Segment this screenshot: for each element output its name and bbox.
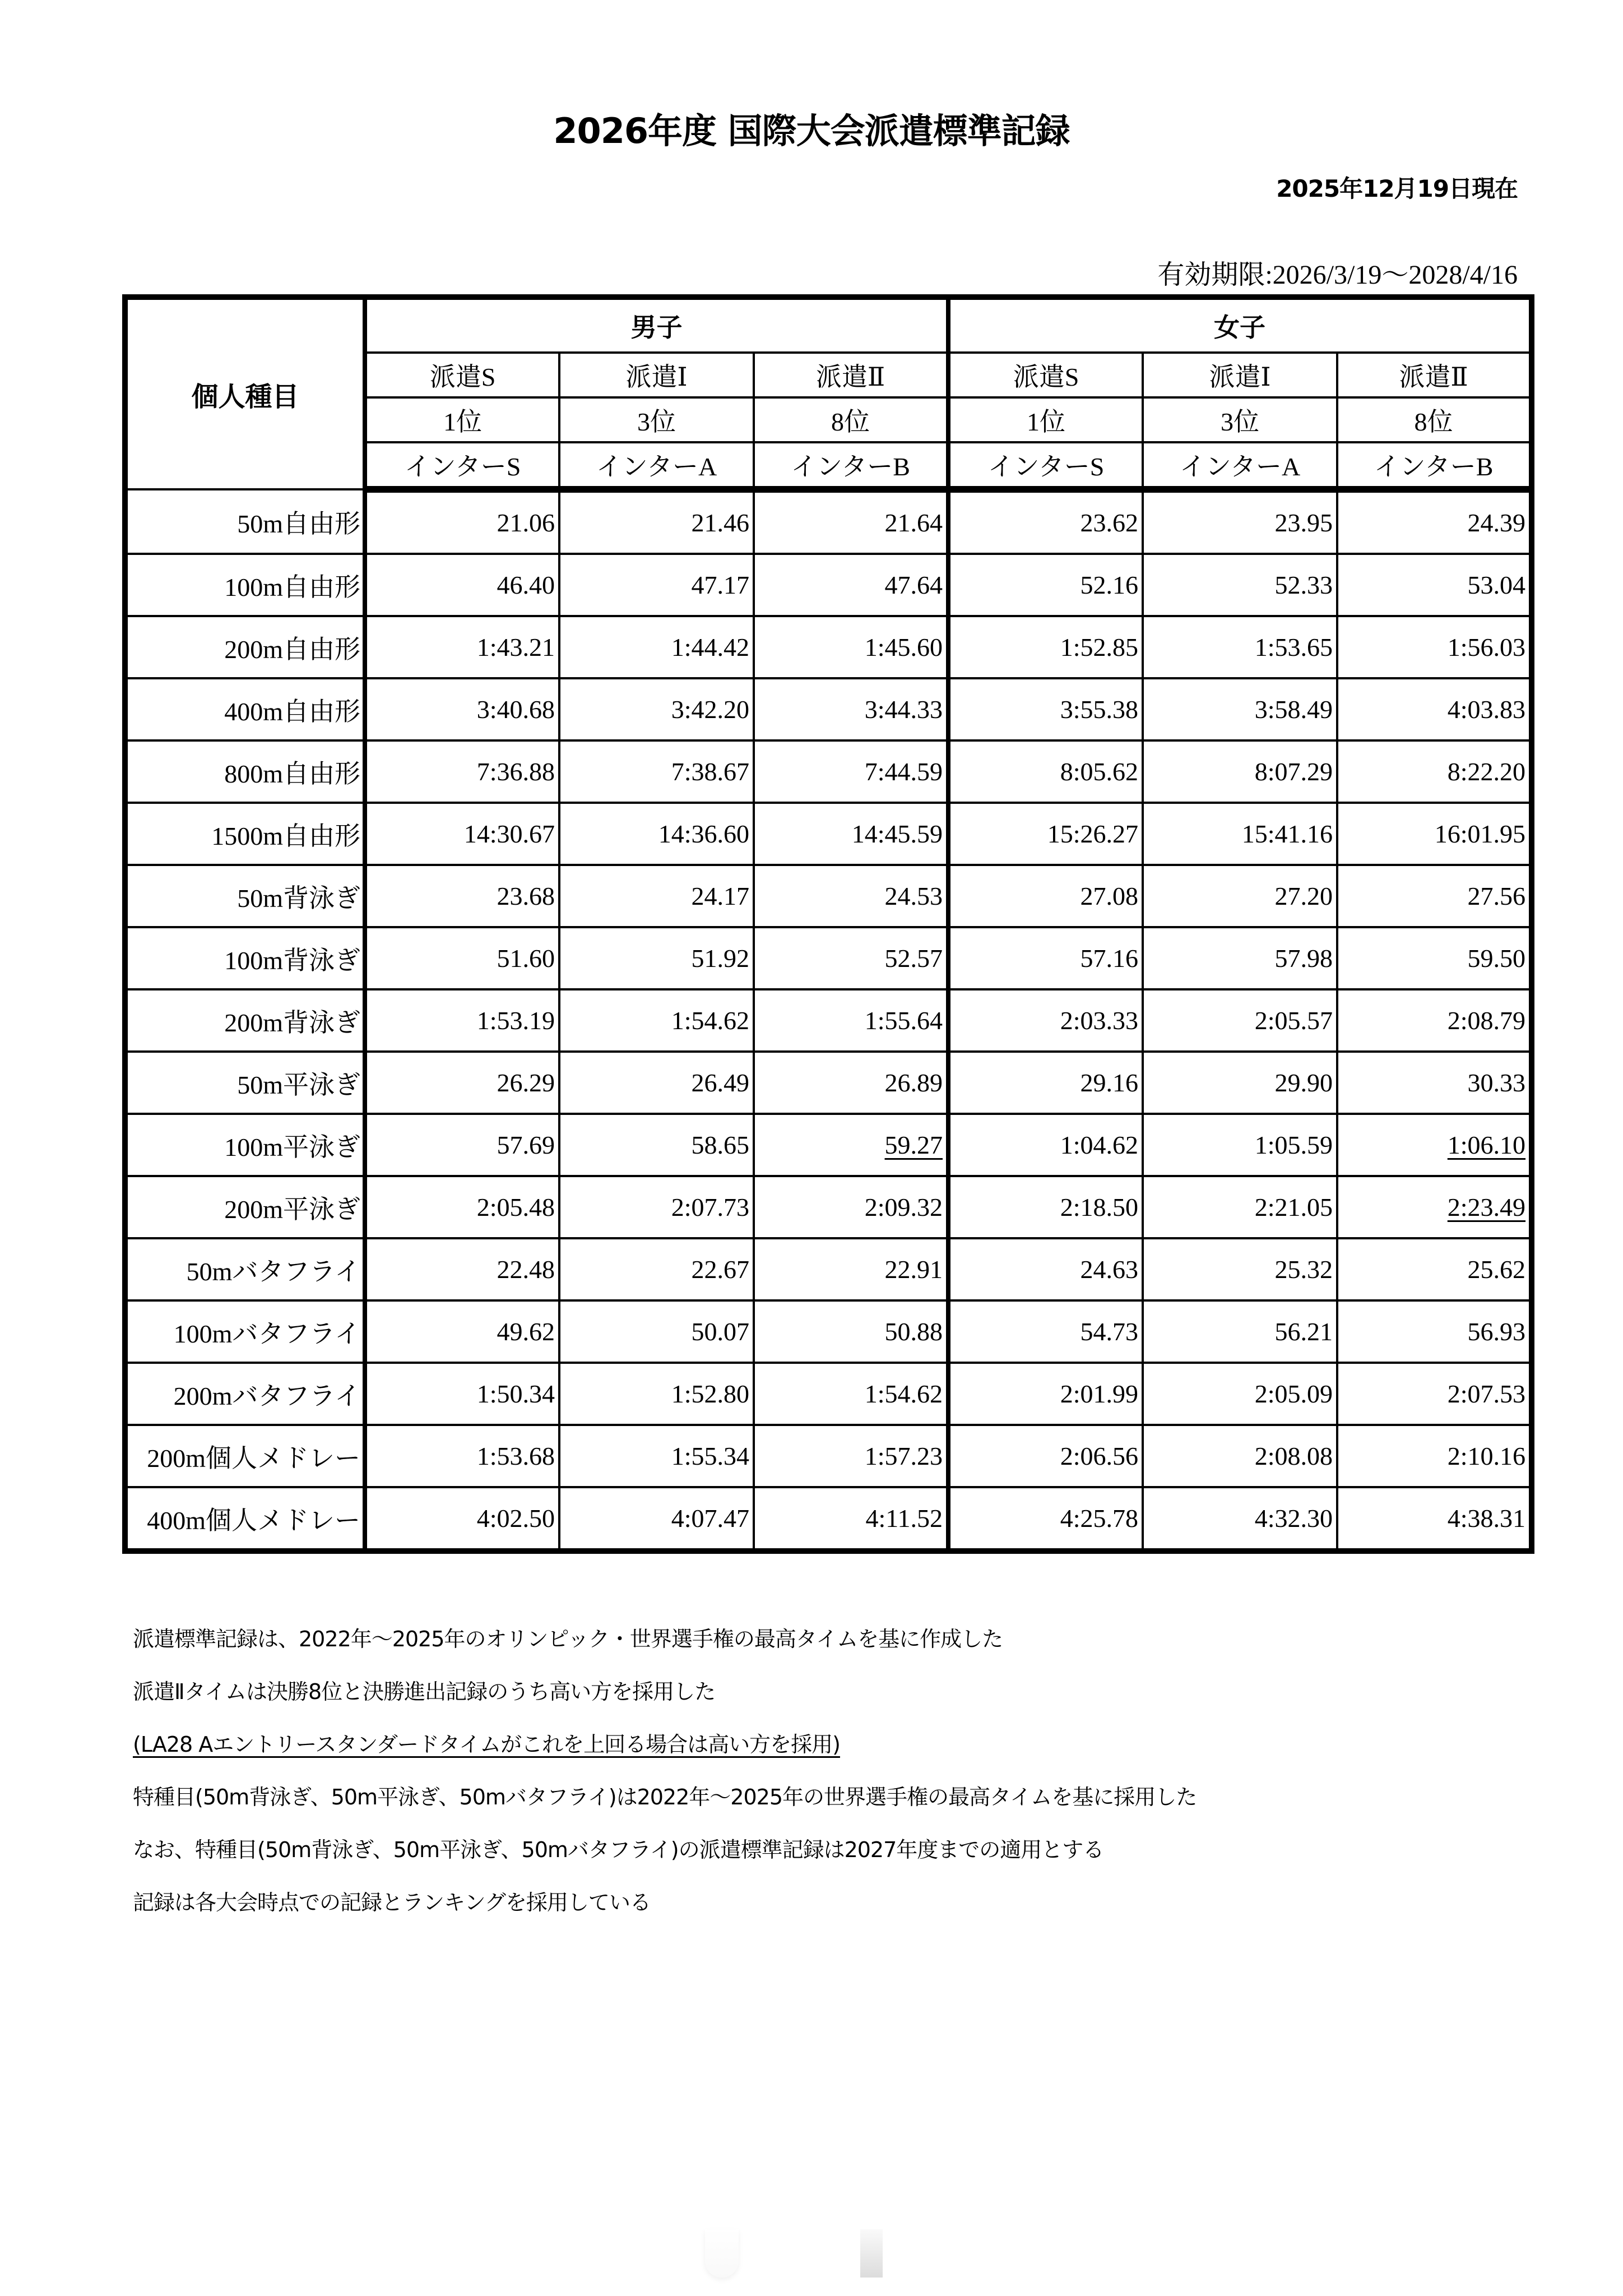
women-time-cell [948, 989, 1143, 1052]
women-time-cell [1337, 1238, 1532, 1300]
time-value: 1:53.68 [476, 1442, 555, 1470]
men-time-cell [754, 865, 948, 927]
men-time-cell [754, 1238, 948, 1300]
women-time-cell [1143, 803, 1337, 865]
time-value: 1:50.34 [476, 1380, 555, 1408]
women-time-cell [1337, 740, 1532, 803]
event-name: 200mバタフライ [125, 1363, 365, 1425]
women-time-cell [1337, 1425, 1532, 1487]
time-value: 59.50 [1467, 944, 1526, 973]
time-value: 50.88 [884, 1317, 943, 1346]
time-value: 26.29 [497, 1068, 555, 1097]
time-value: 51.60 [497, 944, 555, 973]
as-of-date: 2025年12月19日現在 [1276, 175, 1518, 202]
women-time-cell [1143, 1176, 1337, 1238]
time-value: 3:58.49 [1254, 695, 1333, 724]
watermark-bar [860, 2229, 883, 2278]
men-time-cell [559, 1487, 754, 1551]
table-row [125, 1176, 1532, 1238]
women-time-cell [1143, 927, 1337, 989]
time-value: 21.64 [884, 508, 943, 537]
women-time-cell [948, 678, 1143, 740]
tier-header: 派遣Ⅱ [1337, 353, 1532, 397]
time-value: 14:45.59 [851, 820, 943, 848]
time-value: 56.21 [1274, 1317, 1333, 1346]
time-value: 2:21.05 [1254, 1193, 1333, 1221]
time-value: 4:32.30 [1254, 1504, 1333, 1533]
time-value: 59.27 [884, 1131, 943, 1159]
time-value: 2:06.56 [1060, 1442, 1139, 1470]
validity-period: 有効期限:2026/3/19〜2028/4/16 [1157, 260, 1518, 290]
men-time-cell [365, 1300, 559, 1363]
men-time-cell [365, 616, 559, 678]
men-time-cell [559, 1300, 754, 1363]
men-time-cell [754, 489, 948, 554]
event-name: 50mバタフライ [125, 1238, 365, 1300]
footnotes [133, 1628, 1197, 1944]
time-value: 7:38.67 [671, 757, 749, 786]
rank-header: 3位 [1143, 397, 1337, 442]
men-time-cell [365, 1425, 559, 1487]
footnote-line [133, 1891, 1197, 1944]
time-value: 1:53.65 [1254, 633, 1333, 661]
women-time-cell [948, 1238, 1143, 1300]
time-value: 1:44.42 [671, 633, 749, 661]
event-name: 200m背泳ぎ [125, 989, 365, 1052]
time-value: 2:23.49 [1447, 1193, 1526, 1221]
inter-header: インターA [559, 442, 754, 489]
men-time-cell [754, 554, 948, 616]
event-name: 100mバタフライ [125, 1300, 365, 1363]
men-time-cell [559, 1363, 754, 1425]
men-time-cell [559, 616, 754, 678]
inter-header: インターB [1337, 442, 1532, 489]
time-value: 1:56.03 [1447, 633, 1526, 661]
women-time-cell [1143, 1487, 1337, 1551]
time-value: 1:52.85 [1060, 633, 1139, 661]
tier-header: 派遣Ⅰ [559, 353, 754, 397]
time-value: 1:55.34 [671, 1442, 749, 1470]
men-time-cell [365, 865, 559, 927]
time-value: 3:55.38 [1060, 695, 1139, 724]
time-value: 58.65 [691, 1131, 749, 1159]
event-column-header: 個人種目 [125, 297, 365, 489]
event-name: 200m自由形 [125, 616, 365, 678]
event-name: 200m平泳ぎ [125, 1176, 365, 1238]
time-value: 1:55.64 [864, 1006, 943, 1035]
time-value: 21.46 [691, 508, 749, 537]
footnote-line [133, 1839, 1197, 1891]
women-time-cell [948, 1114, 1143, 1176]
men-time-cell [559, 989, 754, 1052]
watermark-shape [705, 2229, 739, 2278]
event-name: 100m自由形 [125, 554, 365, 616]
time-value: 1:43.21 [476, 633, 555, 661]
men-time-cell [365, 1176, 559, 1238]
time-value: 57.98 [1274, 944, 1333, 973]
time-value: 53.04 [1467, 571, 1526, 599]
time-value: 1:54.62 [864, 1380, 943, 1408]
time-value: 2:05.48 [476, 1193, 555, 1221]
men-time-cell [754, 1487, 948, 1551]
event-name: 400m個人メドレー [125, 1487, 365, 1551]
time-value: 47.17 [691, 571, 749, 599]
event-name: 100m平泳ぎ [125, 1114, 365, 1176]
event-name: 400m自由形 [125, 678, 365, 740]
table-row [125, 1363, 1532, 1425]
men-time-cell [365, 1238, 559, 1300]
men-time-cell [365, 803, 559, 865]
time-value: 25.32 [1274, 1255, 1333, 1284]
women-time-cell [1337, 865, 1532, 927]
women-time-cell [1337, 927, 1532, 989]
time-value: 27.56 [1467, 882, 1526, 910]
men-time-cell [754, 989, 948, 1052]
table-row [125, 489, 1532, 554]
men-time-cell [365, 740, 559, 803]
men-time-cell [559, 554, 754, 616]
tier-header: 派遣Ⅱ [754, 353, 948, 397]
women-time-cell [1143, 1363, 1337, 1425]
men-time-cell [754, 1425, 948, 1487]
time-value: 1:53.19 [476, 1006, 555, 1035]
time-value: 25.62 [1467, 1255, 1526, 1284]
time-value: 22.48 [497, 1255, 555, 1284]
time-value: 4:03.83 [1447, 695, 1526, 724]
time-value: 1:45.60 [864, 633, 943, 661]
men-time-cell [365, 678, 559, 740]
table-row [125, 1425, 1532, 1487]
women-time-cell [948, 554, 1143, 616]
women-time-cell [1143, 554, 1337, 616]
group-header-men: 男子 [365, 297, 948, 353]
rank-header: 8位 [1337, 397, 1532, 442]
women-time-cell [948, 803, 1143, 865]
table-row [125, 678, 1532, 740]
women-time-cell [948, 1176, 1143, 1238]
tier-header: 派遣S [365, 353, 559, 397]
women-time-cell [1337, 678, 1532, 740]
men-time-cell [754, 927, 948, 989]
men-time-cell [365, 1114, 559, 1176]
men-time-cell [559, 489, 754, 554]
men-time-cell [754, 616, 948, 678]
time-value: 8:05.62 [1060, 757, 1139, 786]
table-row [125, 989, 1532, 1052]
table-row [125, 865, 1532, 927]
women-time-cell [948, 1363, 1143, 1425]
footnote-text: 記録は各大会時点での記録とランキングを採用している [133, 1890, 651, 1915]
men-time-cell [754, 1300, 948, 1363]
men-time-cell [365, 1363, 559, 1425]
time-value: 1:52.80 [671, 1380, 749, 1408]
women-time-cell [1143, 1425, 1337, 1487]
women-time-cell [948, 616, 1143, 678]
time-value: 1:06.10 [1447, 1131, 1526, 1159]
men-time-cell [365, 1052, 559, 1114]
time-value: 57.69 [497, 1131, 555, 1159]
table-row [125, 1238, 1532, 1300]
inter-header: インターA [1143, 442, 1337, 489]
men-time-cell [559, 1114, 754, 1176]
time-value: 29.90 [1274, 1068, 1333, 1097]
table-row [125, 1300, 1532, 1363]
time-value: 3:40.68 [476, 695, 555, 724]
event-name: 200m個人メドレー [125, 1425, 365, 1487]
women-time-cell [948, 1487, 1143, 1551]
men-time-cell [754, 1176, 948, 1238]
table-row [125, 554, 1532, 616]
time-value: 21.06 [497, 508, 555, 537]
time-value: 29.16 [1080, 1068, 1139, 1097]
time-value: 52.33 [1274, 571, 1333, 599]
time-value: 1:05.59 [1254, 1131, 1333, 1159]
event-name: 1500m自由形 [125, 803, 365, 865]
footnote-text: 派遣Ⅱタイムは決勝8位と決勝進出記録のうち高い方を採用した [133, 1679, 716, 1704]
time-value: 23.68 [497, 882, 555, 910]
footnote-text: なお、特種目(50m背泳ぎ、50m平泳ぎ、50mバタフライ)の派遣標準記録は2027年度までの適用とする [133, 1837, 1104, 1862]
men-time-cell [559, 1238, 754, 1300]
time-value: 24.39 [1467, 508, 1526, 537]
women-time-cell [1337, 554, 1532, 616]
tier-header: 派遣Ⅰ [1143, 353, 1337, 397]
women-time-cell [1337, 1363, 1532, 1425]
men-time-cell [754, 1114, 948, 1176]
time-value: 2:08.79 [1447, 1006, 1526, 1035]
women-time-cell [1337, 1052, 1532, 1114]
group-header-women: 女子 [948, 297, 1532, 353]
women-time-cell [948, 1300, 1143, 1363]
time-value: 2:18.50 [1060, 1193, 1139, 1221]
men-time-cell [365, 1487, 559, 1551]
footnote-text: 特種目(50m背泳ぎ、50m平泳ぎ、50mバタフライ)は2022年〜2025年の世界選手権の最高タイムを基に採用した [133, 1785, 1197, 1809]
women-time-cell [948, 489, 1143, 554]
men-time-cell [754, 803, 948, 865]
time-value: 57.16 [1080, 944, 1139, 973]
women-time-cell [1143, 489, 1337, 554]
time-value: 8:07.29 [1254, 757, 1333, 786]
women-time-cell [1143, 1238, 1337, 1300]
time-value: 52.16 [1080, 571, 1139, 599]
time-value: 3:44.33 [864, 695, 943, 724]
men-time-cell [559, 1425, 754, 1487]
men-time-cell [754, 740, 948, 803]
table-row [125, 740, 1532, 803]
women-time-cell [1337, 489, 1532, 554]
event-name: 50m平泳ぎ [125, 1052, 365, 1114]
time-value: 24.63 [1080, 1255, 1139, 1284]
time-value: 2:05.57 [1254, 1006, 1333, 1035]
rank-header: 1位 [365, 397, 559, 442]
time-value: 2:01.99 [1060, 1380, 1139, 1408]
inter-header: インターB [754, 442, 948, 489]
time-value: 27.20 [1274, 882, 1333, 910]
time-value: 14:30.67 [463, 820, 555, 848]
time-value: 14:36.60 [658, 820, 749, 848]
women-time-cell [948, 927, 1143, 989]
women-time-cell [948, 740, 1143, 803]
time-value: 54.73 [1080, 1317, 1139, 1346]
time-value: 2:08.08 [1254, 1442, 1333, 1470]
time-value: 7:36.88 [476, 757, 555, 786]
women-time-cell [1143, 740, 1337, 803]
time-value: 46.40 [497, 571, 555, 599]
time-value: 47.64 [884, 571, 943, 599]
time-value: 2:07.73 [671, 1193, 749, 1221]
standard-records-table [122, 294, 1534, 1554]
footnote-text: (LA28 Aエントリースタンダードタイムがこれを上回る場合は高い方を採用) [133, 1732, 840, 1757]
time-value: 4:02.50 [476, 1504, 555, 1533]
footnote-line [133, 1786, 1197, 1839]
men-time-cell [365, 927, 559, 989]
time-value: 2:05.09 [1254, 1380, 1333, 1408]
women-time-cell [1337, 1300, 1532, 1363]
time-value: 23.95 [1274, 508, 1333, 537]
footnote-line [133, 1628, 1197, 1681]
time-value: 1:04.62 [1060, 1131, 1139, 1159]
time-value: 49.62 [497, 1317, 555, 1346]
men-time-cell [754, 1363, 948, 1425]
time-value: 1:57.23 [864, 1442, 943, 1470]
men-time-cell [365, 554, 559, 616]
page-title: 2026年度 国際大会派遣標準記録 [553, 110, 1070, 151]
women-time-cell [1337, 803, 1532, 865]
time-value: 4:11.52 [865, 1504, 943, 1533]
event-name: 800m自由形 [125, 740, 365, 803]
rank-header: 8位 [754, 397, 948, 442]
time-value: 50.07 [691, 1317, 749, 1346]
footnote-text: 派遣標準記録は、2022年〜2025年のオリンピック・世界選手権の最高タイムを基に作成した [133, 1627, 1003, 1651]
women-time-cell [1337, 1487, 1532, 1551]
women-time-cell [1143, 989, 1337, 1052]
table-row [125, 616, 1532, 678]
women-time-cell [1143, 1300, 1337, 1363]
time-value: 51.92 [691, 944, 749, 973]
time-value: 2:10.16 [1447, 1442, 1526, 1470]
men-time-cell [559, 1052, 754, 1114]
women-time-cell [1143, 616, 1337, 678]
time-value: 30.33 [1467, 1068, 1526, 1097]
women-time-cell [1143, 1052, 1337, 1114]
time-value: 56.93 [1467, 1317, 1526, 1346]
men-time-cell [754, 678, 948, 740]
men-time-cell [559, 803, 754, 865]
women-time-cell [1337, 1114, 1532, 1176]
time-value: 2:07.53 [1447, 1380, 1526, 1408]
time-value: 15:26.27 [1047, 820, 1139, 848]
time-value: 2:09.32 [864, 1193, 943, 1221]
time-value: 24.17 [691, 882, 749, 910]
time-value: 27.08 [1080, 882, 1139, 910]
time-value: 8:22.20 [1447, 757, 1526, 786]
time-value: 4:25.78 [1060, 1504, 1139, 1533]
footnote-line [133, 1733, 1197, 1786]
women-time-cell [1143, 1114, 1337, 1176]
men-time-cell [559, 1176, 754, 1238]
time-value: 7:44.59 [864, 757, 943, 786]
records-body [125, 489, 1532, 1551]
time-value: 22.67 [691, 1255, 749, 1284]
time-value: 22.91 [884, 1255, 943, 1284]
table-row [125, 803, 1532, 865]
time-value: 23.62 [1080, 508, 1139, 537]
men-time-cell [559, 865, 754, 927]
women-time-cell [948, 1052, 1143, 1114]
men-time-cell [365, 989, 559, 1052]
men-time-cell [365, 489, 559, 554]
event-name: 50m自由形 [125, 489, 365, 554]
table-row [125, 1114, 1532, 1176]
men-time-cell [559, 678, 754, 740]
women-time-cell [948, 865, 1143, 927]
event-name: 100m背泳ぎ [125, 927, 365, 989]
time-value: 4:07.47 [671, 1504, 749, 1533]
table-row [125, 1052, 1532, 1114]
rank-header: 3位 [559, 397, 754, 442]
time-value: 26.49 [691, 1068, 749, 1097]
tier-header: 派遣S [948, 353, 1143, 397]
men-time-cell [754, 1052, 948, 1114]
inter-header: インターS [948, 442, 1143, 489]
time-value: 26.89 [884, 1068, 943, 1097]
women-time-cell [1337, 616, 1532, 678]
time-value: 16:01.95 [1434, 820, 1526, 848]
footnote-line [133, 1681, 1197, 1733]
time-value: 15:41.16 [1241, 820, 1333, 848]
table-row [125, 927, 1532, 989]
time-value: 52.57 [884, 944, 943, 973]
women-time-cell [1143, 865, 1337, 927]
time-value: 24.53 [884, 882, 943, 910]
men-time-cell [559, 927, 754, 989]
time-value: 2:03.33 [1060, 1006, 1139, 1035]
inter-header: インターS [365, 442, 559, 489]
men-time-cell [559, 740, 754, 803]
rank-header: 1位 [948, 397, 1143, 442]
women-time-cell [1143, 678, 1337, 740]
women-time-cell [1337, 989, 1532, 1052]
time-value: 3:42.20 [671, 695, 749, 724]
time-value: 1:54.62 [671, 1006, 749, 1035]
event-name: 50m背泳ぎ [125, 865, 365, 927]
time-value: 4:38.31 [1447, 1504, 1526, 1533]
women-time-cell [1337, 1176, 1532, 1238]
table-row [125, 1487, 1532, 1551]
women-time-cell [948, 1425, 1143, 1487]
